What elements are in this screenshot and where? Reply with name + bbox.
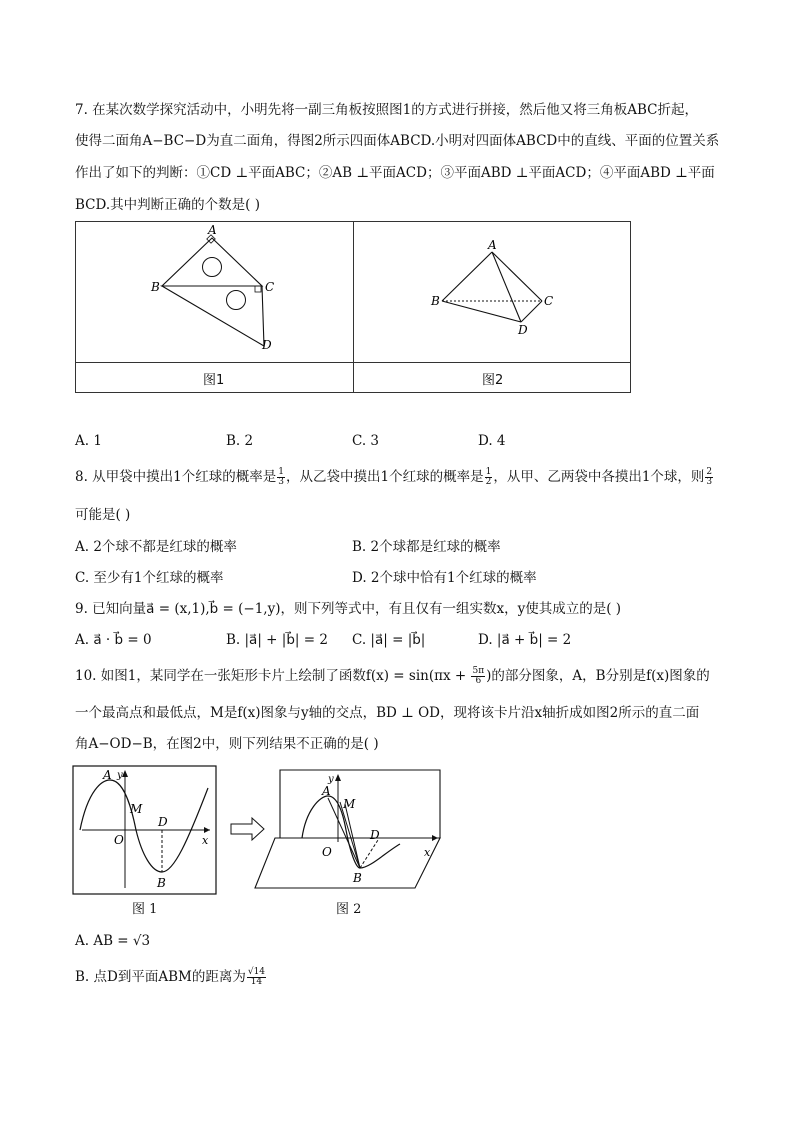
q10-fig2-label-m: M — [343, 797, 356, 811]
q7-figure-table — [75, 221, 631, 393]
q8-frac3-den: 3 — [706, 477, 713, 487]
q8-text-c: ，从甲、乙两袋中各摸出1个球，则 — [493, 469, 705, 485]
q7-option-d: D. 4 — [478, 433, 506, 449]
q10-option-b-frac-num: √14 — [247, 967, 266, 977]
q10-fig2-label-y: y — [328, 774, 334, 785]
q9-line1: 9. 已知向量a⃗ = (x,1),b⃗ = (−1,y)，则下列等式中，有且仅有一组实数x，y使其成立的是( ) — [75, 601, 622, 617]
q10-frac-num: 5π — [472, 666, 485, 676]
q7-fig2-label-d: D — [518, 323, 528, 337]
q7-fig2-label-b: B — [431, 294, 440, 308]
q8-frac3 — [705, 468, 713, 487]
q10-fig2-label-b: B — [353, 871, 362, 885]
q7-fig1-label-a: A — [208, 223, 217, 237]
q10-fig1-label-d: D — [158, 815, 168, 829]
q10-line2: 一个最高点和最低点，M是f(x)图象与y轴的交点，BD ⊥ OD，现将该卡片沿x轴折成如图2所示的直二面 — [75, 705, 700, 721]
q7-line3: 作出了如下的判断：①CD ⊥平面ABC；②AB ⊥平面ACD；③平面ABD ⊥平面ACD；④平面ABD ⊥平面 — [75, 165, 715, 181]
q8-option-c: C. 至少有1个红球的概率 — [75, 570, 224, 586]
q8-option-a: A. 2个球不都是红球的概率 — [75, 539, 237, 555]
q10-fig2-label-d: D — [370, 828, 380, 842]
q10-fig1-label-a: A — [103, 768, 112, 782]
q10-fig2-caption: 图 2 — [336, 902, 362, 917]
q10-fig2-label-o: O — [322, 845, 332, 859]
q7-figure2-tetrahedron — [354, 222, 631, 362]
q7-option-c: C. 3 — [352, 433, 380, 449]
q10-fig1-label-x: x — [202, 834, 209, 847]
q7-fig2-caption: 图2 — [482, 373, 504, 388]
q8-frac3-num: 2 — [706, 467, 713, 477]
q8-option-b: B. 2个球都是红球的概率 — [352, 539, 501, 555]
q9-option-b: B. |a⃗| + |b⃗| = 2 — [226, 632, 328, 648]
q7-figure1-triangles — [76, 222, 353, 362]
q7-fig2-label-a: A — [488, 238, 497, 252]
q10-fig2-label-a: A — [322, 784, 331, 798]
q10-text-b: )的部分图象，A，B分别是f(x)图象的 — [486, 668, 710, 684]
q7-fig1-label-c: C — [265, 280, 275, 294]
q7-fig1-caption: 图1 — [203, 373, 225, 388]
q10-fig1-caption: 图 1 — [132, 902, 158, 917]
q8-frac1-num: 1 — [278, 467, 284, 477]
q10-frac-den: 6 — [475, 676, 482, 686]
q7-fig2-label-c: C — [544, 294, 554, 308]
q10-option-a: A. AB = √3 — [75, 933, 151, 949]
q8-line1 — [75, 467, 714, 487]
q10-option-b-text: B. 点D到平面ABM的距离为 — [75, 969, 246, 985]
q7-line4: BCD.其中判断正确的个数是( ) — [75, 197, 260, 213]
q9-option-a: A. a⃗ · b⃗ = 0 — [75, 632, 152, 648]
q7-option-b: B. 2 — [226, 433, 254, 449]
q7-fig1-label-b: B — [151, 280, 160, 294]
q10-figures — [70, 760, 470, 920]
q10-fig2-label-x: x — [424, 846, 431, 859]
q10-fig1-label-b: B — [157, 876, 166, 890]
q10-line3: 角A−OD−B，在图2中，则下列结果不正确的是( ) — [75, 736, 379, 752]
q8-frac2 — [485, 468, 493, 487]
q10-text-a: 10. 如图1，某同学在一张矩形卡片上绘制了函数f(x) = sin(πx + — [75, 668, 471, 684]
q8-text-b: ，从乙袋中摸出1个红球的概率是 — [286, 469, 484, 485]
q8-option-d: D. 2个球中恰有1个红球的概率 — [352, 570, 537, 586]
q10-option-b-frac — [247, 968, 266, 987]
q10-fig1-label-y: y — [117, 770, 123, 781]
q10-line1 — [75, 666, 710, 686]
q8-frac1-den: 3 — [278, 477, 284, 487]
q7-fig1-label-d: D — [262, 338, 272, 352]
q8-line2: 可能是( ) — [75, 507, 131, 523]
q8-frac2-den: 2 — [485, 477, 492, 487]
q10-fig1-label-m: M — [130, 802, 143, 816]
q10-option-b — [75, 967, 267, 987]
q8-frac2-num: 1 — [485, 467, 492, 477]
q10-fig1-label-o: O — [114, 833, 124, 847]
q8-frac1 — [277, 468, 285, 487]
q7-line1: 7. 在某次数学探究活动中，小明先将一副三角板按照图1的方式进行拼接，然后他又将三角板ABC折起， — [75, 102, 699, 118]
q10-frac — [471, 667, 485, 686]
q7-option-a: A. 1 — [75, 433, 102, 449]
q9-option-c: C. |a⃗| = |b⃗| — [352, 632, 426, 648]
q9-option-d: D. |a⃗ + b⃗| = 2 — [478, 632, 572, 648]
fold-arrow-icon — [231, 818, 264, 840]
q10-option-b-frac-den: 14 — [250, 977, 263, 987]
q7-line2: 使得二面角A−BC−D为直二面角，得图2所示四面体ABCD.小明对四面体ABCD中的直线、平面的位置关系 — [75, 133, 720, 149]
q8-text-a: 8. 从甲袋中摸出1个红球的概率是 — [75, 469, 277, 485]
